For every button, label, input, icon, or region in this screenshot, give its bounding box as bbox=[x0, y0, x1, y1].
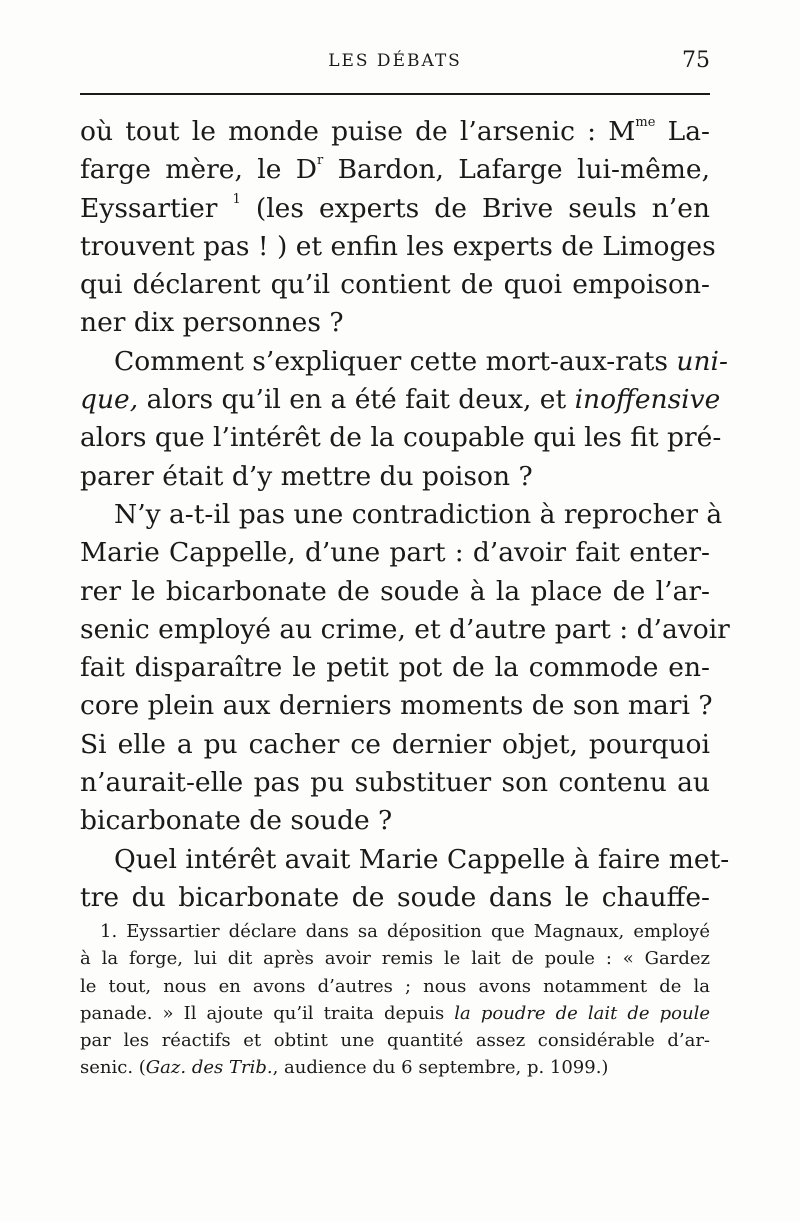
text-span: Bardon, Lafarge lui-même, bbox=[323, 154, 710, 186]
footnote-line bbox=[80, 1054, 710, 1081]
superscript: r bbox=[317, 153, 324, 169]
header-rule bbox=[80, 93, 710, 95]
footnote-line: à la forge, lui dit après avoir remis le lait de poule : « Gardez bbox=[80, 948, 710, 970]
text-line: tre du bicarbonate de soude dans le chauffe- bbox=[80, 881, 710, 913]
text-span: panade. » Il ajoute qu’il traita depuis bbox=[80, 1002, 455, 1024]
footnote-line: par les réactifs et obtint une quantité assez considérable d’ar- bbox=[80, 1030, 710, 1052]
text-span: Eyssartier bbox=[80, 192, 233, 224]
footnote-block bbox=[80, 918, 710, 1082]
text-span: où tout le monde puise de l’arsenic : M bbox=[80, 116, 636, 147]
text-line: senic employé au crime, et d’autre part : d’avoir bbox=[80, 613, 730, 645]
text-line: core plein aux derniers moments de son mari ? bbox=[80, 690, 713, 722]
text-line: fait disparaître le petit pot de la commode en- bbox=[80, 652, 710, 684]
text-span: (les experts de Brive seuls n’en bbox=[240, 192, 710, 224]
text-span: Comment s’expliquer cette mort-aux-rats bbox=[114, 345, 677, 377]
text-line: Quel intérêt avait Marie Cappelle à faire met- bbox=[114, 843, 730, 875]
italic-span: la poudre de lait de poule bbox=[454, 1002, 710, 1024]
text-line: rer le bicarbonate de soude à la place de l’ar- bbox=[80, 575, 710, 607]
running-title: LES DÉBATS bbox=[328, 51, 462, 71]
italic-span: que, bbox=[80, 384, 139, 416]
footnote-line: le tout, nous en avons d’autres ; nous avons notamment de la bbox=[80, 975, 710, 997]
italic-span: uni- bbox=[676, 345, 728, 377]
text-line: N’y a-t-il pas une contradiction à reprocher à bbox=[114, 498, 723, 530]
text-span: La- bbox=[655, 116, 711, 147]
page-number: 75 bbox=[682, 48, 710, 73]
footnote-marker: 1 bbox=[232, 191, 241, 207]
running-head bbox=[80, 48, 710, 74]
italic-span: Gaz. des Trib. bbox=[145, 1057, 273, 1079]
text-line bbox=[80, 113, 710, 151]
text-line: Si elle a pu cacher ce dernier objet, pourquoi bbox=[80, 728, 710, 760]
text-line: n’aurait-elle pas pu substituer son contenu au bbox=[80, 767, 710, 799]
text-line: qui déclarent qu’il contient de quoi empoison- bbox=[80, 269, 710, 301]
superscript: me bbox=[635, 115, 656, 130]
footnote-line bbox=[80, 1000, 710, 1027]
text-line: bicarbonate de soude ? bbox=[80, 805, 393, 837]
text-span: farge mère, le D bbox=[80, 154, 317, 186]
text-span: , audience du 6 septembre, p. 1099.) bbox=[272, 1057, 609, 1079]
text-line bbox=[80, 343, 728, 381]
text-line bbox=[80, 151, 710, 189]
text-line: Marie Cappelle, d’une part : d’avoir fait enter- bbox=[80, 537, 710, 569]
text-span: senic. ( bbox=[80, 1057, 146, 1079]
text-span: alors qu’il en a été fait deux, et bbox=[138, 384, 575, 416]
text-line bbox=[80, 381, 721, 419]
text-line: alors que l’intérêt de la coupable qui les fit pré- bbox=[80, 422, 722, 454]
text-line: parer était d’y mettre du poison ? bbox=[80, 460, 533, 492]
text-line: ner dix personnes ? bbox=[80, 307, 344, 339]
text-line: trouvent pas ! ) et enfin les experts de Limoges bbox=[80, 230, 716, 262]
text-line bbox=[80, 190, 710, 228]
italic-span: inoffensive bbox=[574, 384, 721, 416]
body-text bbox=[80, 113, 730, 917]
footnote-line: 1. Eyssartier déclare dans sa déposition que Magnaux, employé bbox=[100, 921, 710, 942]
